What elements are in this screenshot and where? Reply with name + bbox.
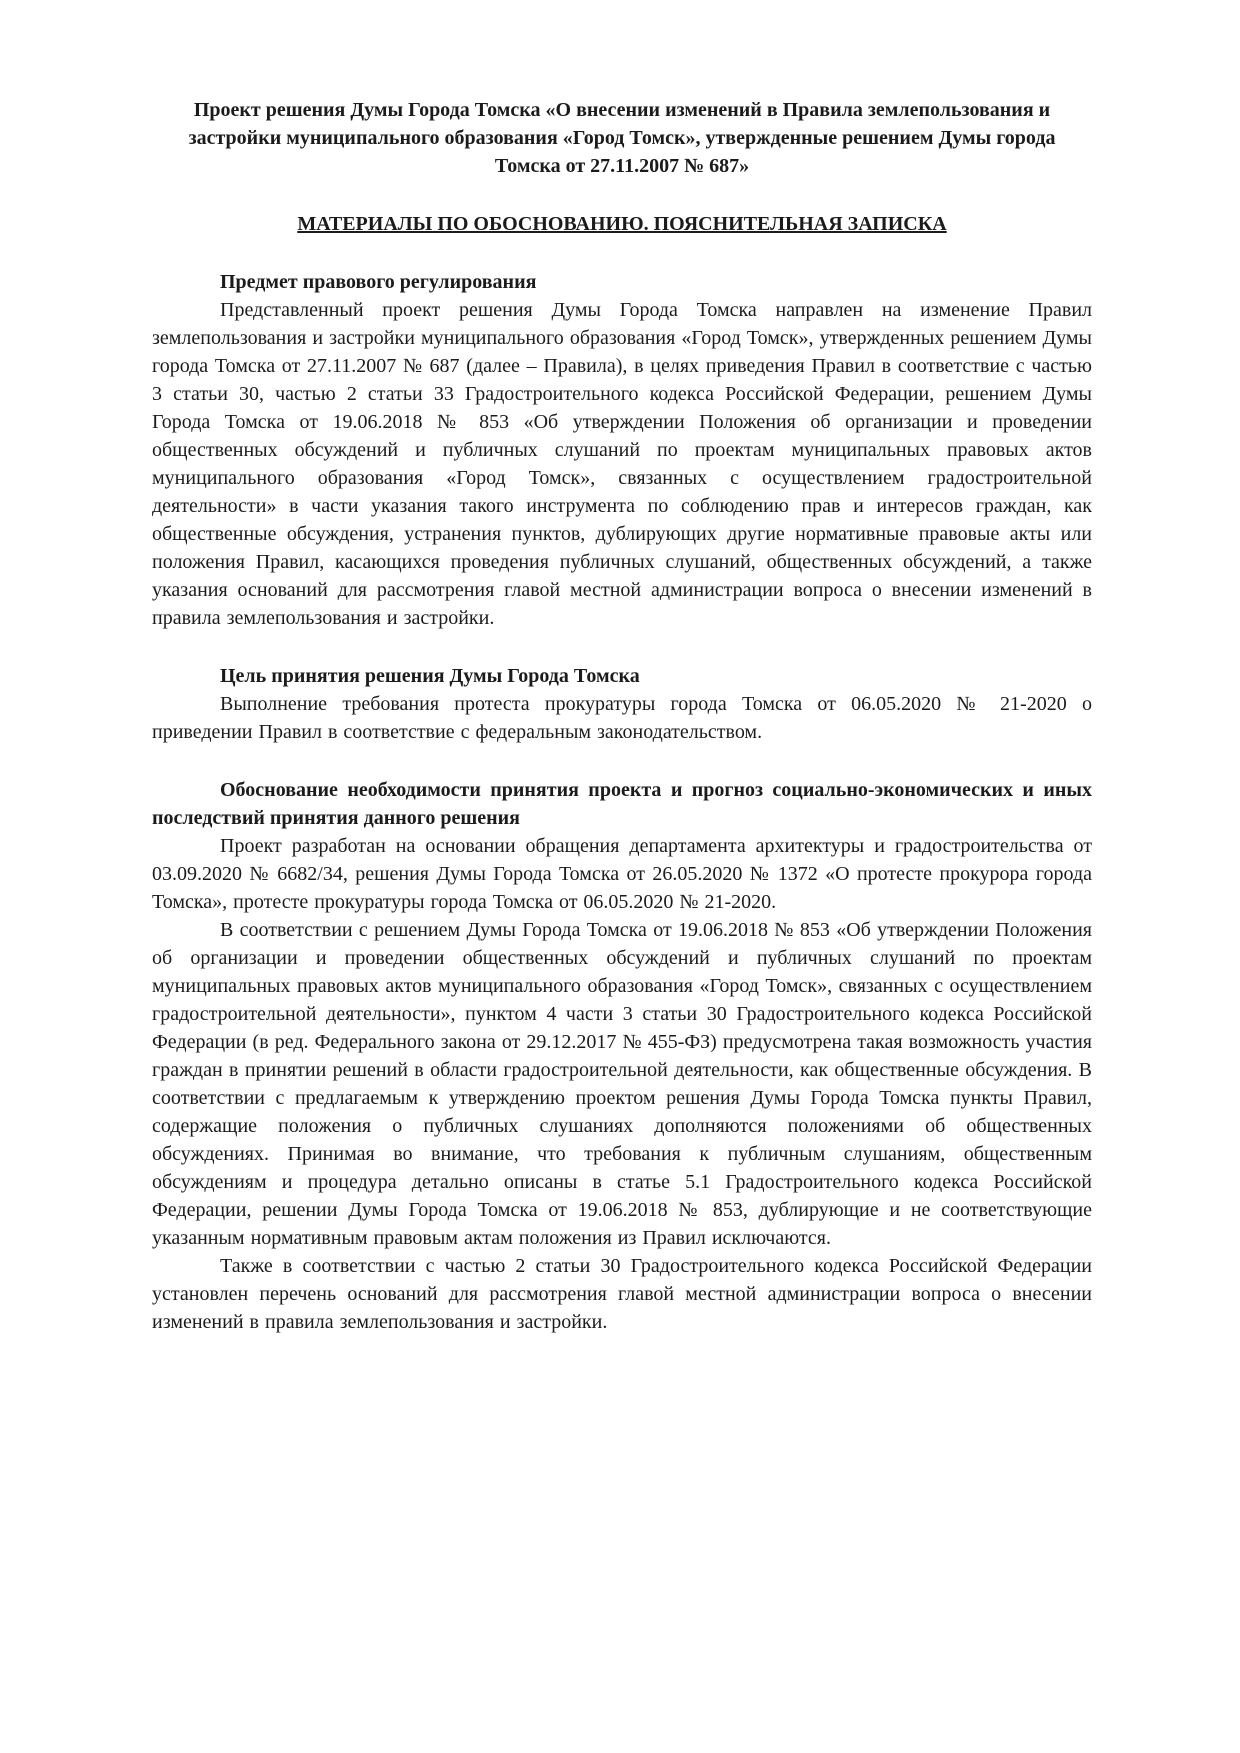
section-subject xyxy=(152,268,1092,632)
paragraph: Также в соответствии с частью 2 статьи 30 Градостроительного кодекса Российской Федерации установлен перечень оснований для рассмотрения главой местной администрации вопроса о внесении изменений в правила землепользования и застройки. xyxy=(152,1255,1092,1333)
section-heading: Цель принятия решения Думы Города Томска xyxy=(220,665,640,687)
document-main-heading-text: МАТЕРИАЛЫ ПО ОБОСНОВАНИЮ. ПОЯСНИТЕЛЬНАЯ ЗАПИСКА xyxy=(297,213,947,235)
paragraph: Представленный проект решения Думы Города Томска направлен на изменение Правил землепользования и застройки муниципального образования «Город Томск», утвержденных решением Думы города Томска от 27.11.2007 № 687 (далее – Правила), в целях приведения Правил в соответствие с частью 3 статьи 30, частью 2 статьи 33 Градостроительного кодекса Российской Федерации, решением Думы Города Томска от 19.06.2018 № 853 «Об утверждении Положения об организации и проведении общественных обсуждений и публичных слушаний по проектам муниципальных правовых актов муниципального образования «Город Томск», связанных с осуществлением градостроительной деятельности» в части указания такого инструмента по соблюдению прав и интересов граждан, как общественные обсуждения, устранения пунктов, дублирующих другие нормативные правовые акты или положения Правил, касающихся проведения публичных слушаний, общественных обсуждений, а также указания оснований для рассмотрения главой местной администрации вопроса о внесении изменений в правила землепользования и застройки. xyxy=(152,299,1092,629)
section-justification xyxy=(152,776,1092,1336)
paragraph: Проект разработан на основании обращения департамента архитектуры и градостроительства от 03.09.2020 № 6682/34, решения Думы Города Томска от 26.05.2020 № 1372 «О протесте прокурора города Томска», протесте прокуратуры города Томска от 06.05.2020 № 21-2020. xyxy=(152,835,1092,913)
paragraph: В соответствии с решением Думы Города Томска от 19.06.2018 № 853 «Об утверждении Положения об организации и проведении общественных обсуждений и публичных слушаний по проектам муниципальных правовых актов муниципального образования «Город Томск», связанных с осуществлением градостроительной деятельности», пунктом 4 части 3 статьи 30 Градостроительного кодекса Российской Федерации (в ред. Федерального закона от 29.12.2017 № 455-ФЗ) предусмотрена такая возможность участия граждан в принятии решений в области градостроительной деятельности, как общественные обсуждения. В соответствии с предлагаемым к утверждению проектом решения Думы Города Томска пункты Правил, содержащие положения о публичных слушаниях дополняются положениями об общественных обсуждениях. Принимая во внимание, что требования к публичным слушаниям, общественным обсуждениям и процедура детально описаны в статье 5.1 Градостроительного кодекса Российской Федерации, решении Думы Города Томска от 19.06.2018 № 853, дублирующие и не соответствующие указанным нормативным правовым актам положения из Правил исключаются. xyxy=(152,919,1092,1249)
section-goal xyxy=(152,662,1092,746)
document-main-heading xyxy=(152,210,1092,238)
section-heading: Обоснование необходимости принятия проекта и прогноз социально-экономических и иных последствий принятия данного решения xyxy=(152,779,1092,829)
section-heading: Предмет правового регулирования xyxy=(220,271,537,293)
paragraph: Выполнение требования протеста прокуратуры города Томска от 06.05.2020 № 21-2020 о приведении Правил в соответствие с федеральным законодательством. xyxy=(152,693,1092,743)
document-title: Проект решения Думы Города Томска «О внесении изменений в Правила землепользования и застройки муниципального образования «Город Томск», утвержденные решением Думы города Томска от 27.11.2007 № 687» xyxy=(188,99,1056,177)
